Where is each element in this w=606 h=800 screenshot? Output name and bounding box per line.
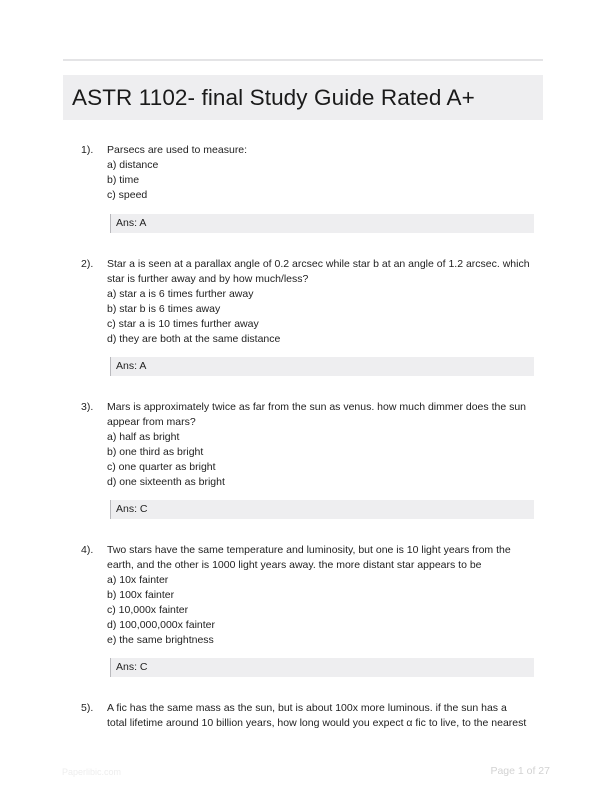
question-text: Two stars have the same temperature and luminosity, but one is 10 light years from the [107, 544, 511, 556]
option-c: c) one quarter as bright [107, 461, 216, 473]
option-a: a) distance [107, 159, 159, 171]
question-body [107, 400, 539, 490]
question-body [107, 257, 539, 347]
option-b: b) 100x fainter [107, 589, 175, 601]
question-text: Parsecs are used to measure: [107, 144, 248, 156]
question-number: 1). [81, 144, 94, 156]
page-number: Page 1 of 27 [490, 765, 550, 777]
top-divider [63, 59, 543, 61]
question-text: earth, and the other is 1000 light years away. the more distant star appears to be [107, 559, 482, 571]
option-c: c) star a is 10 times further away [107, 318, 259, 330]
footer-watermark: Paperlibic.com [62, 767, 122, 777]
question-body [107, 143, 539, 203]
question-number: 5). [81, 702, 94, 714]
option-d: d) one sixteenth as bright [107, 476, 225, 488]
document-title: ASTR 1102- final Study Guide Rated A+ [72, 84, 475, 110]
answer-box-4: Ans: C [110, 658, 534, 677]
question-number: 3). [81, 401, 94, 413]
question-text: star is further away and by how much/less? [107, 273, 309, 285]
option-d: d) they are both at the same distance [107, 333, 281, 345]
question-body [107, 543, 539, 648]
question-text: Mars is approximately twice as far from the sun as venus. how much dimmer does the sun [107, 401, 527, 413]
option-c: c) 10,000x fainter [107, 604, 189, 616]
option-b: b) time [107, 174, 140, 186]
option-c: c) speed [107, 189, 148, 201]
question-text: appear from mars? [107, 416, 196, 428]
answer-box-3: Ans: C [110, 500, 534, 519]
question-text: total lifetime around 10 billion years, how long would you expect α fic to live, to the nearest [107, 717, 527, 729]
option-b: b) one third as bright [107, 446, 204, 458]
option-a: a) half as bright [107, 431, 180, 443]
option-b: b) star b is 6 times away [107, 303, 221, 315]
question-text: Star a is seen at a parallax angle of 0.2 arcsec while star b at an angle of 1.2 arcsec. which [107, 258, 530, 270]
question-text: A fic has the same mass as the sun, but is about 100x more luminous. if the sun has a [107, 702, 507, 714]
option-a: a) 10x fainter [107, 574, 169, 586]
question-number: 4). [81, 544, 94, 556]
option-e: e) the same brightness [107, 634, 214, 646]
answer-box-1: Ans: A [110, 214, 534, 233]
question-number: 2). [81, 258, 94, 270]
answer-box-2: Ans: A [110, 357, 534, 376]
option-d: d) 100,000,000x fainter [107, 619, 215, 631]
title-banner [63, 75, 543, 120]
question-body [107, 701, 539, 731]
option-a: a) star a is 6 times further away [107, 288, 254, 300]
